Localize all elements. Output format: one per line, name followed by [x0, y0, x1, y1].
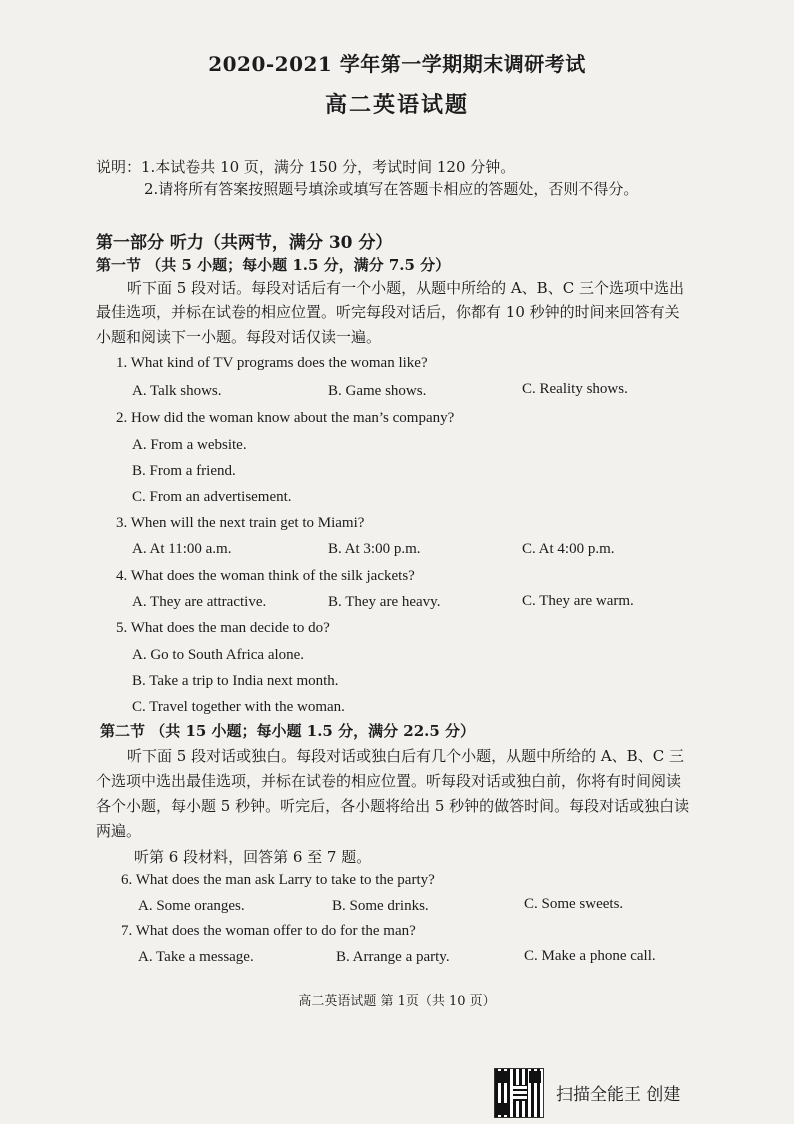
- section1-desc-2: 最佳选项，并标在试卷的相应位置。听完每段对话后，你都有 10 秒钟的时间来回答有关: [96, 303, 680, 321]
- q6-option-c: C. Some sweets.: [524, 896, 624, 912]
- question-7: 7. What does the woman offer to do for the man?: [121, 923, 416, 939]
- q5-option-b: B. Take a trip to India next month.: [132, 673, 339, 689]
- q4-option-c: C. They are warm.: [522, 593, 634, 609]
- q4-option-a: A. They are attractive.: [132, 594, 267, 610]
- question-3: 3. When will the next train get to Miami?: [116, 515, 365, 531]
- q5-option-c: C. Travel together with the woman.: [132, 699, 345, 715]
- q7-option-c: C. Make a phone call.: [524, 948, 656, 964]
- scanner-watermark: 扫描全能王 创建: [556, 1085, 681, 1105]
- q4-option-b: B. They are heavy.: [328, 594, 441, 610]
- section2-heading: 第二节 （共 15 小题；每小题 1.5 分，满分 22.5 分）: [100, 722, 476, 740]
- q1-option-c: C. Reality shows.: [522, 381, 628, 397]
- section2-desc-2: 个选项中选出最佳选项，并标在试卷的相应位置。听每段对话或独白前，你将有时间阅读: [96, 772, 682, 790]
- q7-option-a: A. Take a message.: [138, 949, 254, 965]
- section1-desc-1: 听下面 5 段对话。每段对话后有一个小题，从题中所给的 A、B、C 三个选项中选出: [127, 279, 684, 297]
- section2-desc-4: 两遍。: [96, 822, 142, 840]
- q1-option-b: B. Game shows.: [328, 383, 427, 399]
- section1-desc-3: 小题和阅读下一小题。每段对话仅读一遍。: [96, 328, 382, 346]
- instruction-line-1: 说明：1.本试卷共 10 页，满分 150 分，考试时间 120 分钟。: [96, 158, 516, 176]
- instruction-line-2: 2.请将所有答案按照题号填涂或填写在答题卡相应的答题处，否则不得分。: [144, 180, 639, 198]
- question-6: 6. What does the man ask Larry to take to the party?: [121, 872, 435, 888]
- exam-title: 2020-2021 学年第一学期期末调研考试: [208, 52, 586, 76]
- question-5: 5. What does the man decide to do?: [116, 620, 330, 636]
- q3-option-c: C. At 4:00 p.m.: [522, 541, 615, 557]
- q6-option-a: A. Some oranges.: [138, 898, 245, 914]
- q7-option-b: B. Arrange a party.: [336, 949, 450, 965]
- q5-option-a: A. Go to South Africa alone.: [132, 647, 305, 663]
- exam-subtitle: 高二英语试题: [324, 92, 469, 118]
- question-1: 1. What kind of TV programs does the woman like?: [116, 355, 428, 371]
- section1-heading: 第一节 （共 5 小题；每小题 1.5 分，满分 7.5 分）: [96, 256, 451, 274]
- page-footer: 高二英语试题 第 1页（共 10 页）: [298, 994, 496, 1009]
- q3-option-a: A. At 11:00 a.m.: [132, 541, 232, 557]
- part1-heading: 第一部分 听力（共两节，满分 30 分）: [96, 233, 393, 253]
- q2-option-b: B. From a friend.: [132, 463, 236, 479]
- section2-desc-3: 各个小题，每小题 5 秒钟。听完后，各小题将给出 5 秒钟的做答时间。每段对话或独白读: [96, 797, 690, 815]
- q6-option-b: B. Some drinks.: [332, 898, 429, 914]
- q1-option-a: A. Talk shows.: [132, 383, 222, 399]
- q3-option-b: B. At 3:00 p.m.: [328, 541, 421, 557]
- q2-option-a: A. From a website.: [132, 437, 247, 453]
- q2-option-c: C. From an advertisement.: [132, 489, 292, 505]
- section2-desc-1: 听下面 5 段对话或独白。每段对话或独白后有几个小题，从题中所给的 A、B、C 三: [127, 747, 684, 765]
- question-2: 2. How did the woman know about the man’s company?: [116, 410, 455, 426]
- material-6-instruction: 听第 6 段材料，回答第 6 至 7 题。: [134, 848, 372, 866]
- question-4: 4. What does the woman think of the silk jackets?: [116, 568, 415, 584]
- qr-code-icon: [494, 1068, 544, 1118]
